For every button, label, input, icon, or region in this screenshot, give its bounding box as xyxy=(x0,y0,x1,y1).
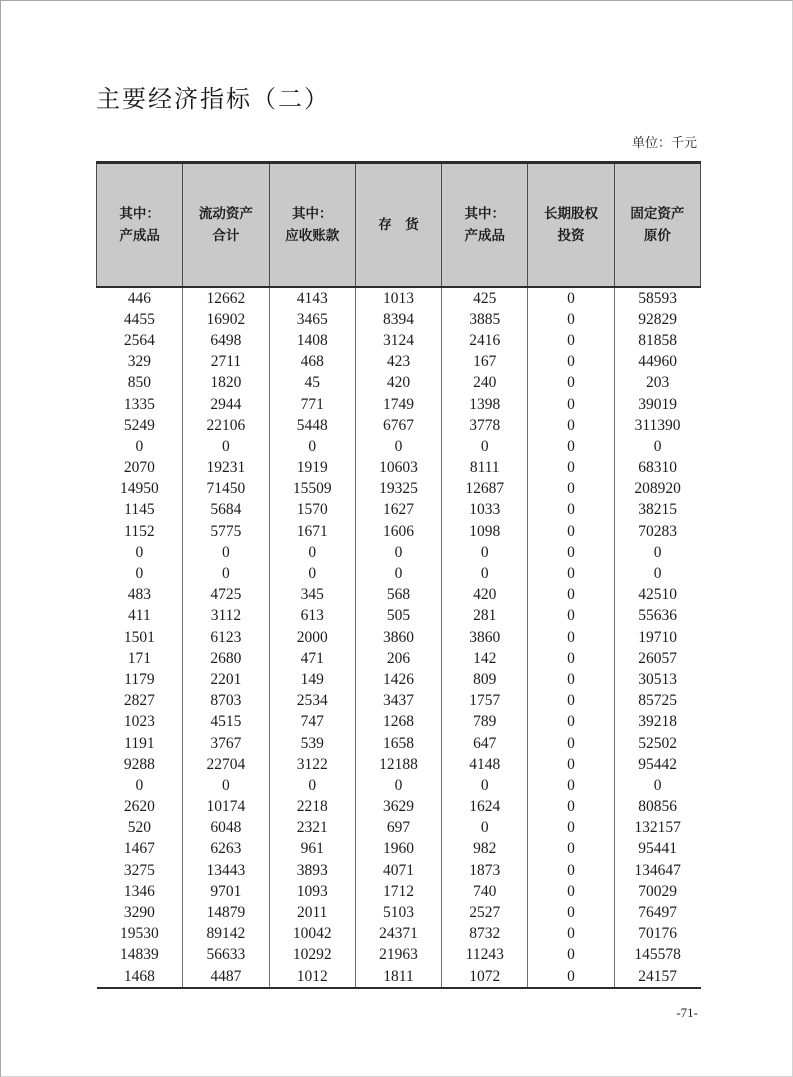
table-cell: 0 xyxy=(528,902,614,923)
table-cell: 81858 xyxy=(614,330,700,351)
column-header-inventory xyxy=(355,163,441,288)
table-cell: 1023 xyxy=(97,712,183,733)
table-cell: 12687 xyxy=(442,479,528,500)
table-row xyxy=(97,902,701,923)
table-row xyxy=(97,754,701,775)
column-header-line: 应收账款 xyxy=(285,228,340,243)
table-cell: 11243 xyxy=(442,945,528,966)
table-row xyxy=(97,712,701,733)
table-cell: 0 xyxy=(269,563,355,584)
table-cell: 0 xyxy=(183,775,269,796)
table-cell: 167 xyxy=(442,352,528,373)
table-cell: 56633 xyxy=(183,945,269,966)
table-cell: 0 xyxy=(528,669,614,690)
table-row xyxy=(97,458,701,479)
table-cell: 8703 xyxy=(183,691,269,712)
page-title: 主要经济指标（二） xyxy=(96,87,330,113)
table-row xyxy=(97,521,701,542)
table-row xyxy=(97,860,701,881)
table-cell: 1627 xyxy=(355,500,441,521)
column-header-fixed-assets-original-value xyxy=(614,163,700,288)
table-cell: 0 xyxy=(528,966,614,988)
table-cell: 468 xyxy=(269,352,355,373)
table-cell: 14879 xyxy=(183,902,269,923)
table-cell: 171 xyxy=(97,648,183,669)
table-cell: 539 xyxy=(269,733,355,754)
table-cell: 0 xyxy=(528,563,614,584)
table-cell: 5103 xyxy=(355,902,441,923)
table-cell: 38215 xyxy=(614,500,700,521)
table-cell: 6498 xyxy=(183,330,269,351)
table-cell: 149 xyxy=(269,669,355,690)
table-cell: 0 xyxy=(442,436,528,457)
table-cell: 647 xyxy=(442,733,528,754)
table-cell: 0 xyxy=(97,775,183,796)
table-cell: 4148 xyxy=(442,754,528,775)
table-cell: 2680 xyxy=(183,648,269,669)
table-cell: 0 xyxy=(183,563,269,584)
table-cell: 0 xyxy=(442,563,528,584)
table-cell: 0 xyxy=(528,733,614,754)
table-cell: 1606 xyxy=(355,521,441,542)
table-row xyxy=(97,669,701,690)
table-cell: 208920 xyxy=(614,479,700,500)
table-cell: 6123 xyxy=(183,627,269,648)
table-cell: 132157 xyxy=(614,818,700,839)
table-cell: 68310 xyxy=(614,458,700,479)
table-row xyxy=(97,881,701,902)
table-row xyxy=(97,479,701,500)
table-cell: 411 xyxy=(97,606,183,627)
table-cell: 3860 xyxy=(442,627,528,648)
column-header-line: 固定资产 xyxy=(630,206,685,221)
table-cell: 4455 xyxy=(97,309,183,330)
economic-indicators-table xyxy=(96,161,701,989)
table-cell: 16902 xyxy=(183,309,269,330)
table-cell: 0 xyxy=(355,436,441,457)
table-cell: 5448 xyxy=(269,415,355,436)
table-cell: 15509 xyxy=(269,479,355,500)
table-cell: 0 xyxy=(183,542,269,563)
table-cell: 55636 xyxy=(614,606,700,627)
table-cell: 70176 xyxy=(614,924,700,945)
table-cell: 134647 xyxy=(614,860,700,881)
table-cell: 70283 xyxy=(614,521,700,542)
table-row xyxy=(97,691,701,712)
table-cell: 3112 xyxy=(183,606,269,627)
table-cell: 0 xyxy=(269,436,355,457)
table-cell: 505 xyxy=(355,606,441,627)
table-cell: 0 xyxy=(528,458,614,479)
table-cell: 85725 xyxy=(614,691,700,712)
column-header-current-assets-total xyxy=(183,163,269,288)
table-cell: 8394 xyxy=(355,309,441,330)
table-row xyxy=(97,309,701,330)
table-cell: 697 xyxy=(355,818,441,839)
table-cell: 30513 xyxy=(614,669,700,690)
table-cell: 0 xyxy=(442,818,528,839)
table-cell: 70029 xyxy=(614,881,700,902)
column-header-long-term-equity-investment xyxy=(528,163,614,288)
table-cell: 5775 xyxy=(183,521,269,542)
table-cell: 92829 xyxy=(614,309,700,330)
table-cell: 961 xyxy=(269,839,355,860)
table-row xyxy=(97,606,701,627)
table-cell: 203 xyxy=(614,373,700,394)
table-cell: 1098 xyxy=(442,521,528,542)
table-cell: 5249 xyxy=(97,415,183,436)
table-cell: 44960 xyxy=(614,352,700,373)
table-cell: 42510 xyxy=(614,585,700,606)
table-cell: 3778 xyxy=(442,415,528,436)
table-row xyxy=(97,839,701,860)
table-cell: 0 xyxy=(528,881,614,902)
table-cell: 19530 xyxy=(97,924,183,945)
table-cell: 0 xyxy=(528,373,614,394)
column-header-line: 流动资产 xyxy=(198,206,253,221)
unit-label: 单位：千元 xyxy=(631,135,697,150)
table-cell: 0 xyxy=(97,436,183,457)
table-cell: 425 xyxy=(442,287,528,309)
table-cell: 0 xyxy=(528,352,614,373)
table-cell: 2321 xyxy=(269,818,355,839)
table-cell: 1191 xyxy=(97,733,183,754)
table-cell: 2011 xyxy=(269,902,355,923)
table-cell: 2564 xyxy=(97,330,183,351)
table-cell: 0 xyxy=(528,415,614,436)
table-cell: 0 xyxy=(97,542,183,563)
table-cell: 12662 xyxy=(183,287,269,309)
table-cell: 13443 xyxy=(183,860,269,881)
table-cell: 0 xyxy=(269,775,355,796)
table-cell: 6048 xyxy=(183,818,269,839)
table-cell: 19710 xyxy=(614,627,700,648)
table-cell: 613 xyxy=(269,606,355,627)
table-cell: 4143 xyxy=(269,287,355,309)
table-cell: 0 xyxy=(528,797,614,818)
table-cell: 2000 xyxy=(269,627,355,648)
table-cell: 1468 xyxy=(97,966,183,988)
table-cell: 0 xyxy=(528,309,614,330)
column-header-line: 原价 xyxy=(643,228,671,243)
table-cell: 2944 xyxy=(183,394,269,415)
table-cell: 1346 xyxy=(97,881,183,902)
table-cell: 2534 xyxy=(269,691,355,712)
column-header-line: 其中： xyxy=(291,206,333,221)
table-cell: 19231 xyxy=(183,458,269,479)
table-body xyxy=(97,287,701,988)
table-cell: 39218 xyxy=(614,712,700,733)
table-cell: 0 xyxy=(528,648,614,669)
table-cell: 1013 xyxy=(355,287,441,309)
table-row xyxy=(97,373,701,394)
table-row xyxy=(97,436,701,457)
column-header-line: 其中： xyxy=(464,206,506,221)
table-cell: 2416 xyxy=(442,330,528,351)
table-row xyxy=(97,775,701,796)
table-cell: 1268 xyxy=(355,712,441,733)
table-cell: 1179 xyxy=(97,669,183,690)
table-cell: 39019 xyxy=(614,394,700,415)
table-cell: 6767 xyxy=(355,415,441,436)
table-row xyxy=(97,287,701,309)
table-cell: 10042 xyxy=(269,924,355,945)
table-cell: 0 xyxy=(528,287,614,309)
table-cell: 4725 xyxy=(183,585,269,606)
table-cell: 1467 xyxy=(97,839,183,860)
table-cell: 420 xyxy=(355,373,441,394)
column-header-line: 合计 xyxy=(212,228,240,243)
table-cell: 0 xyxy=(528,542,614,563)
table-cell: 2218 xyxy=(269,797,355,818)
table-row xyxy=(97,818,701,839)
header-row xyxy=(97,163,701,288)
table-cell: 10174 xyxy=(183,797,269,818)
table-cell: 329 xyxy=(97,352,183,373)
table-cell: 4515 xyxy=(183,712,269,733)
table-cell: 0 xyxy=(528,330,614,351)
table-cell: 0 xyxy=(528,627,614,648)
table-cell: 1570 xyxy=(269,500,355,521)
table-cell: 3124 xyxy=(355,330,441,351)
table-cell: 0 xyxy=(442,775,528,796)
table-row xyxy=(97,797,701,818)
table-cell: 3629 xyxy=(355,797,441,818)
table-row xyxy=(97,330,701,351)
column-header-line: 产成品 xyxy=(119,228,160,243)
table-cell: 0 xyxy=(528,500,614,521)
table-cell: 1811 xyxy=(355,966,441,988)
table-cell: 0 xyxy=(614,563,700,584)
table-cell: 0 xyxy=(528,585,614,606)
column-header-finished-goods-2 xyxy=(442,163,528,288)
table-cell: 22106 xyxy=(183,415,269,436)
table-cell: 3275 xyxy=(97,860,183,881)
table-cell: 740 xyxy=(442,881,528,902)
table-cell: 0 xyxy=(97,563,183,584)
table-cell: 145578 xyxy=(614,945,700,966)
table-cell: 71450 xyxy=(183,479,269,500)
table-row xyxy=(97,352,701,373)
table-cell: 0 xyxy=(355,542,441,563)
table-cell: 1671 xyxy=(269,521,355,542)
table-cell: 3885 xyxy=(442,309,528,330)
column-header-line: 存 货 xyxy=(378,217,419,232)
table-cell: 1012 xyxy=(269,966,355,988)
table-cell: 45 xyxy=(269,373,355,394)
table-cell: 1820 xyxy=(183,373,269,394)
table-row xyxy=(97,415,701,436)
table-cell: 1152 xyxy=(97,521,183,542)
table-cell: 3437 xyxy=(355,691,441,712)
table-cell: 8111 xyxy=(442,458,528,479)
table-cell: 2711 xyxy=(183,352,269,373)
column-header-line: 产成品 xyxy=(464,228,506,243)
table-cell: 3860 xyxy=(355,627,441,648)
table-cell: 1919 xyxy=(269,458,355,479)
table-cell: 0 xyxy=(528,436,614,457)
table-cell: 4487 xyxy=(183,966,269,988)
table-cell: 1749 xyxy=(355,394,441,415)
table-cell: 14950 xyxy=(97,479,183,500)
table-cell: 1501 xyxy=(97,627,183,648)
page-number: -71- xyxy=(676,1005,698,1020)
table-cell: 771 xyxy=(269,394,355,415)
table-cell: 0 xyxy=(528,818,614,839)
table-cell: 5684 xyxy=(183,500,269,521)
column-header-accounts-receivable xyxy=(269,163,355,288)
table-cell: 2527 xyxy=(442,902,528,923)
table-cell: 9288 xyxy=(97,754,183,775)
table-cell: 0 xyxy=(183,436,269,457)
table-cell: 809 xyxy=(442,669,528,690)
table-cell: 21963 xyxy=(355,945,441,966)
table-cell: 311390 xyxy=(614,415,700,436)
table-cell: 240 xyxy=(442,373,528,394)
table-cell: 12188 xyxy=(355,754,441,775)
table-cell: 3767 xyxy=(183,733,269,754)
table-cell: 0 xyxy=(355,775,441,796)
table-cell: 26057 xyxy=(614,648,700,669)
table-cell: 1873 xyxy=(442,860,528,881)
table-cell: 1408 xyxy=(269,330,355,351)
table-cell: 446 xyxy=(97,287,183,309)
table-cell: 2201 xyxy=(183,669,269,690)
column-header-line: 投资 xyxy=(557,228,585,243)
table-cell: 1398 xyxy=(442,394,528,415)
table-cell: 10603 xyxy=(355,458,441,479)
table-cell: 747 xyxy=(269,712,355,733)
table-cell: 345 xyxy=(269,585,355,606)
table-cell: 0 xyxy=(614,775,700,796)
table-cell: 3465 xyxy=(269,309,355,330)
table-cell: 0 xyxy=(528,521,614,542)
table-cell: 1658 xyxy=(355,733,441,754)
table-cell: 423 xyxy=(355,352,441,373)
table-cell: 420 xyxy=(442,585,528,606)
table-cell: 471 xyxy=(269,648,355,669)
table-cell: 2070 xyxy=(97,458,183,479)
table-cell: 568 xyxy=(355,585,441,606)
column-header-finished-goods-1 xyxy=(97,163,183,288)
table-cell: 1033 xyxy=(442,500,528,521)
table-cell: 0 xyxy=(528,775,614,796)
table-cell: 22704 xyxy=(183,754,269,775)
table-cell: 0 xyxy=(528,712,614,733)
table-cell: 58593 xyxy=(614,287,700,309)
table-cell: 9701 xyxy=(183,881,269,902)
table-row xyxy=(97,563,701,584)
table-row xyxy=(97,500,701,521)
column-header-line: 长期股权 xyxy=(544,206,599,221)
table-cell: 89142 xyxy=(183,924,269,945)
table-cell: 1145 xyxy=(97,500,183,521)
table-cell: 1960 xyxy=(355,839,441,860)
table-cell: 14839 xyxy=(97,945,183,966)
table-cell: 19325 xyxy=(355,479,441,500)
table-cell: 80856 xyxy=(614,797,700,818)
table-cell: 2827 xyxy=(97,691,183,712)
table-cell: 206 xyxy=(355,648,441,669)
table-row xyxy=(97,394,701,415)
table-cell: 1335 xyxy=(97,394,183,415)
table-cell: 3893 xyxy=(269,860,355,881)
table-cell: 0 xyxy=(355,563,441,584)
table-area xyxy=(96,161,701,989)
table-cell: 4071 xyxy=(355,860,441,881)
table-cell: 1712 xyxy=(355,881,441,902)
table-cell: 281 xyxy=(442,606,528,627)
table-row xyxy=(97,585,701,606)
table-cell: 24371 xyxy=(355,924,441,945)
table-cell: 0 xyxy=(528,924,614,945)
table-row xyxy=(97,542,701,563)
table-cell: 0 xyxy=(528,754,614,775)
table-cell: 1426 xyxy=(355,669,441,690)
table-cell: 8732 xyxy=(442,924,528,945)
table-cell: 0 xyxy=(528,479,614,500)
table-cell: 520 xyxy=(97,818,183,839)
table-cell: 95442 xyxy=(614,754,700,775)
table-cell: 142 xyxy=(442,648,528,669)
table-cell: 6263 xyxy=(183,839,269,860)
table-row xyxy=(97,966,701,988)
table-cell: 0 xyxy=(528,606,614,627)
table-header xyxy=(97,163,701,288)
table-cell: 1624 xyxy=(442,797,528,818)
table-cell: 3290 xyxy=(97,902,183,923)
table-cell: 789 xyxy=(442,712,528,733)
table-cell: 0 xyxy=(528,860,614,881)
table-cell: 3122 xyxy=(269,754,355,775)
table-cell: 0 xyxy=(528,839,614,860)
table-cell: 0 xyxy=(528,945,614,966)
table-cell: 95441 xyxy=(614,839,700,860)
table-cell: 24157 xyxy=(614,966,700,988)
table-cell: 10292 xyxy=(269,945,355,966)
table-cell: 850 xyxy=(97,373,183,394)
table-cell: 1072 xyxy=(442,966,528,988)
table-cell: 483 xyxy=(97,585,183,606)
table-cell: 1093 xyxy=(269,881,355,902)
table-cell: 0 xyxy=(528,394,614,415)
table-cell: 2620 xyxy=(97,797,183,818)
table-cell: 1757 xyxy=(442,691,528,712)
table-cell: 982 xyxy=(442,839,528,860)
table-row xyxy=(97,627,701,648)
table-cell: 76497 xyxy=(614,902,700,923)
table-row xyxy=(97,648,701,669)
table-cell: 0 xyxy=(614,436,700,457)
table-row xyxy=(97,945,701,966)
table-row xyxy=(97,924,701,945)
table-row xyxy=(97,733,701,754)
table-cell: 0 xyxy=(442,542,528,563)
table-cell: 0 xyxy=(614,542,700,563)
column-header-line: 其中： xyxy=(119,206,160,221)
table-cell: 0 xyxy=(269,542,355,563)
table-cell: 0 xyxy=(528,691,614,712)
table-cell: 52502 xyxy=(614,733,700,754)
